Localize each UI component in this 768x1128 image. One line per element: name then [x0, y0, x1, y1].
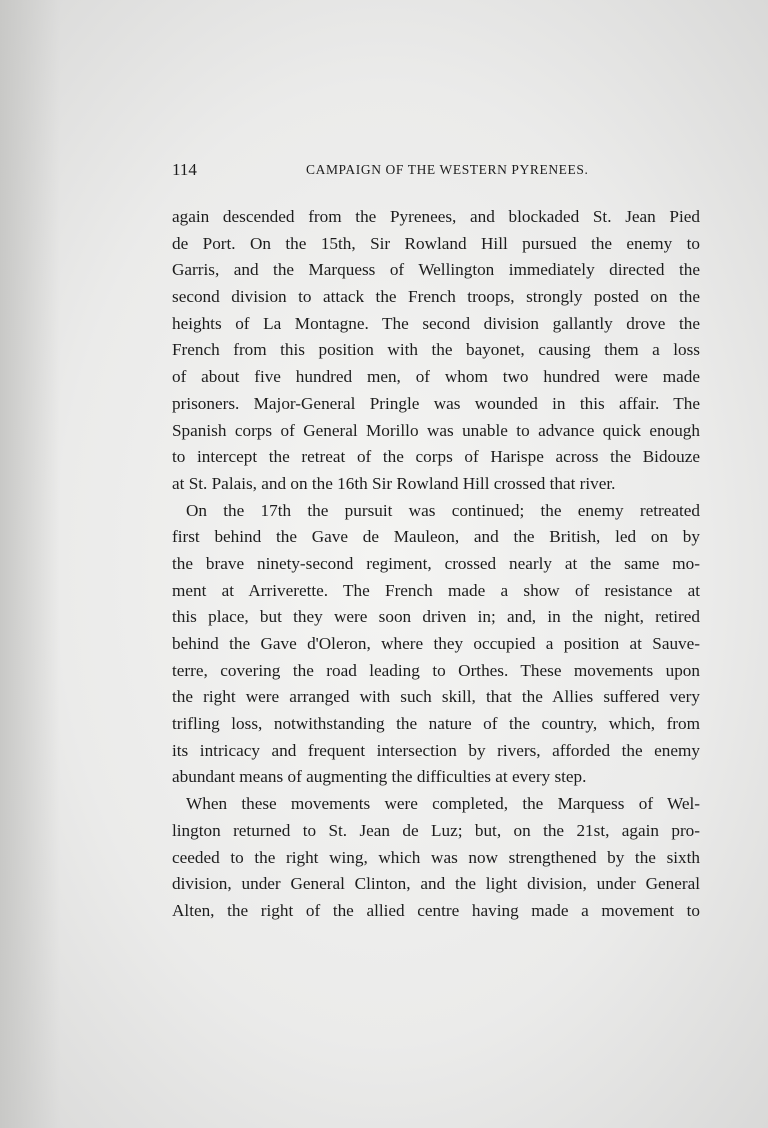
text-line: to intercept the retreat of the corps of Harispe across the Bidouze: [172, 447, 700, 467]
text-line: ceeded to the right wing, which was now strengthened by the sixth: [172, 847, 700, 867]
text-line: abundant means of augmenting the difficulties at every step.: [172, 767, 587, 787]
text-line: division, under General Clinton, and the light division, under General: [172, 874, 700, 894]
text-line: Garris, and the Marquess of Wellington immediately directed the: [172, 260, 700, 280]
text-line: de Port. On the 15th, Sir Rowland Hill pursued the enemy to: [172, 233, 700, 253]
body-text: [172, 204, 700, 925]
text-line: at St. Palais, and on the 16th Sir Rowland Hill crossed that river.: [172, 473, 616, 493]
text-line: When these movements were completed, the Marquess of Wel-: [186, 794, 700, 814]
running-title: CAMPAIGN OF THE WESTERN PYRENEES.: [306, 162, 589, 177]
text-line: ment at Arriverette. The French made a show of resistance at: [172, 580, 700, 600]
text-line: of about five hundred men, of whom two hundred were made: [172, 367, 700, 387]
text-line: second division to attack the French troops, strongly posted on the: [172, 287, 700, 307]
page-header: [172, 160, 700, 184]
text-line: its intricacy and frequent intersection by rivers, afforded the enemy: [172, 740, 700, 760]
text-line: behind the Gave d'Oleron, where they occupied a position at Sauve-: [172, 634, 700, 653]
text-line: this place, but they were soon driven in; and, in the night, retired: [172, 607, 700, 627]
text-line: French from this position with the bayonet, causing them a loss: [172, 340, 700, 360]
text-line: Spanish corps of General Morillo was unable to advance quick enough: [172, 420, 700, 440]
text-line: the brave ninety-second regiment, crossed nearly at the same mo-: [172, 553, 700, 573]
page-number: 114: [172, 160, 197, 179]
text-line: terre, covering the road leading to Orthes. These movements upon: [172, 660, 700, 680]
text-line: Alten, the right of the allied centre having made a movement to: [172, 900, 700, 920]
text-line: again descended from the Pyrenees, and blockaded St. Jean Pied: [172, 207, 700, 226]
text-line: prisoners. Major-General Pringle was wounded in this affair. The: [172, 393, 700, 413]
page-shadow: [0, 0, 60, 1128]
text-line: heights of La Montagne. The second division gallantly drove the: [172, 313, 700, 333]
text-line: first behind the Gave de Mauleon, and the British, led on by: [172, 527, 700, 547]
text-line: On the 17th the pursuit was continued; the enemy retreated: [186, 500, 700, 520]
text-line: the right were arranged with such skill, that the Allies suffered very: [172, 687, 700, 707]
text-line: trifling loss, notwithstanding the nature of the country, which, from: [172, 714, 700, 734]
text-line: lington returned to St. Jean de Luz; but, on the 21st, again pro-: [172, 820, 700, 840]
